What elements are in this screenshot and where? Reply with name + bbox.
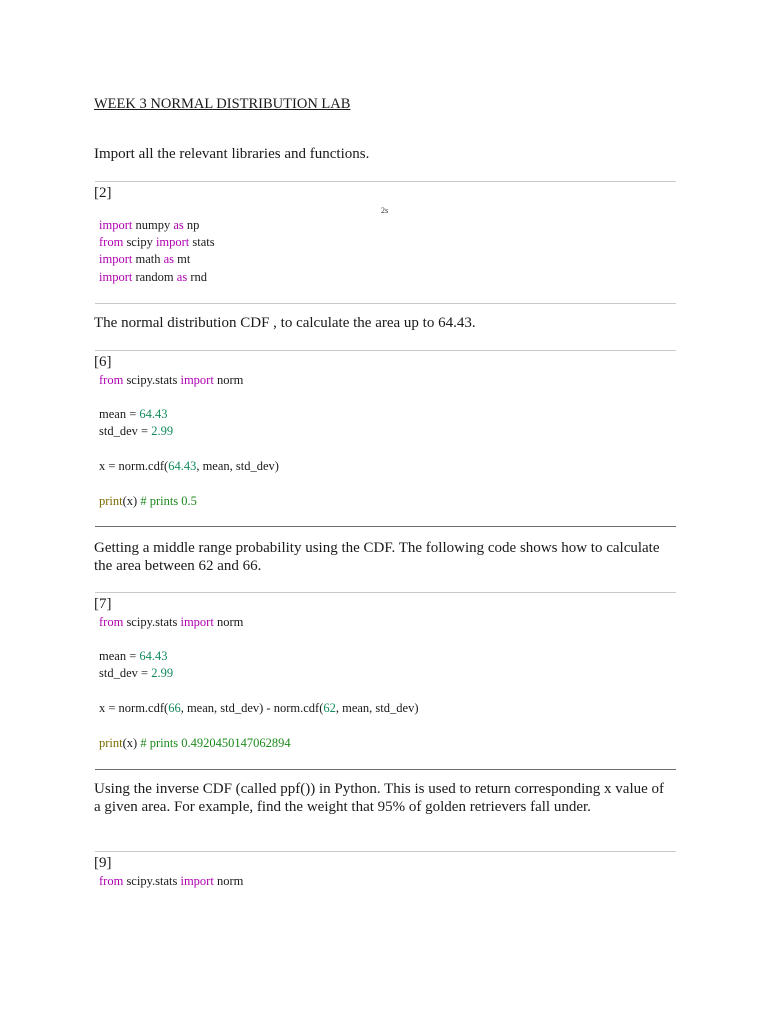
code-line: std_dev = 2.99 [99, 424, 174, 438]
code-line: import math as mt [99, 252, 191, 266]
cell-2-label: [6] [94, 354, 112, 370]
page-title: WEEK 3 NORMAL DISTRIBUTION LAB [94, 96, 351, 112]
code-line: from scipy.stats import norm [99, 615, 244, 629]
code-line: from scipy.stats import norm [99, 874, 244, 888]
code-line: x = norm.cdf(66, mean, std_dev) - norm.cdf(62, mean, std_dev) [99, 701, 419, 715]
cell-3-top-divider [95, 592, 676, 593]
cell-2-top-divider [95, 350, 676, 351]
section-2-intro: The normal distribution CDF , to calculate the area up to 64.43. [94, 315, 476, 331]
cell-1-timing: 2s [381, 206, 389, 215]
cell-1-label: [2] [94, 185, 112, 201]
code-line: mean = 64.43 [99, 407, 168, 421]
code-line: x = norm.cdf(64.43, mean, std_dev) [99, 459, 279, 473]
code-line: mean = 64.43 [99, 649, 168, 663]
code-line: import numpy as np [99, 218, 200, 232]
section-1-intro: Import all the relevant libraries and functions. [94, 146, 370, 162]
cell-4-label: [9] [94, 855, 112, 871]
cell-1-top-divider [95, 181, 676, 182]
cell-1-bottom-divider [95, 303, 676, 304]
code-line: from scipy.stats import norm [99, 373, 244, 387]
cell-4-top-divider [95, 851, 676, 852]
cell-3-bottom-divider [95, 769, 676, 770]
code-line: import random as rnd [99, 270, 207, 284]
section-4-intro: Using the inverse CDF (called ppf()) in Python. This is used to return corresponding x value of a given area. For example, find the weight that 95% of golden retrievers fall under. [94, 781, 665, 815]
code-line: std_dev = 2.99 [99, 666, 174, 680]
code-line: print(x) # prints 0.4920450147062894 [99, 736, 291, 750]
cell-2-bottom-divider [95, 526, 676, 527]
code-line: from scipy import stats [99, 235, 215, 249]
cell-3-label: [7] [94, 596, 112, 612]
section-3-intro: Getting a middle range probability using the CDF. The following code shows how to calculate the area between 62 and 66. [94, 540, 660, 574]
code-line: print(x) # prints 0.5 [99, 494, 197, 508]
